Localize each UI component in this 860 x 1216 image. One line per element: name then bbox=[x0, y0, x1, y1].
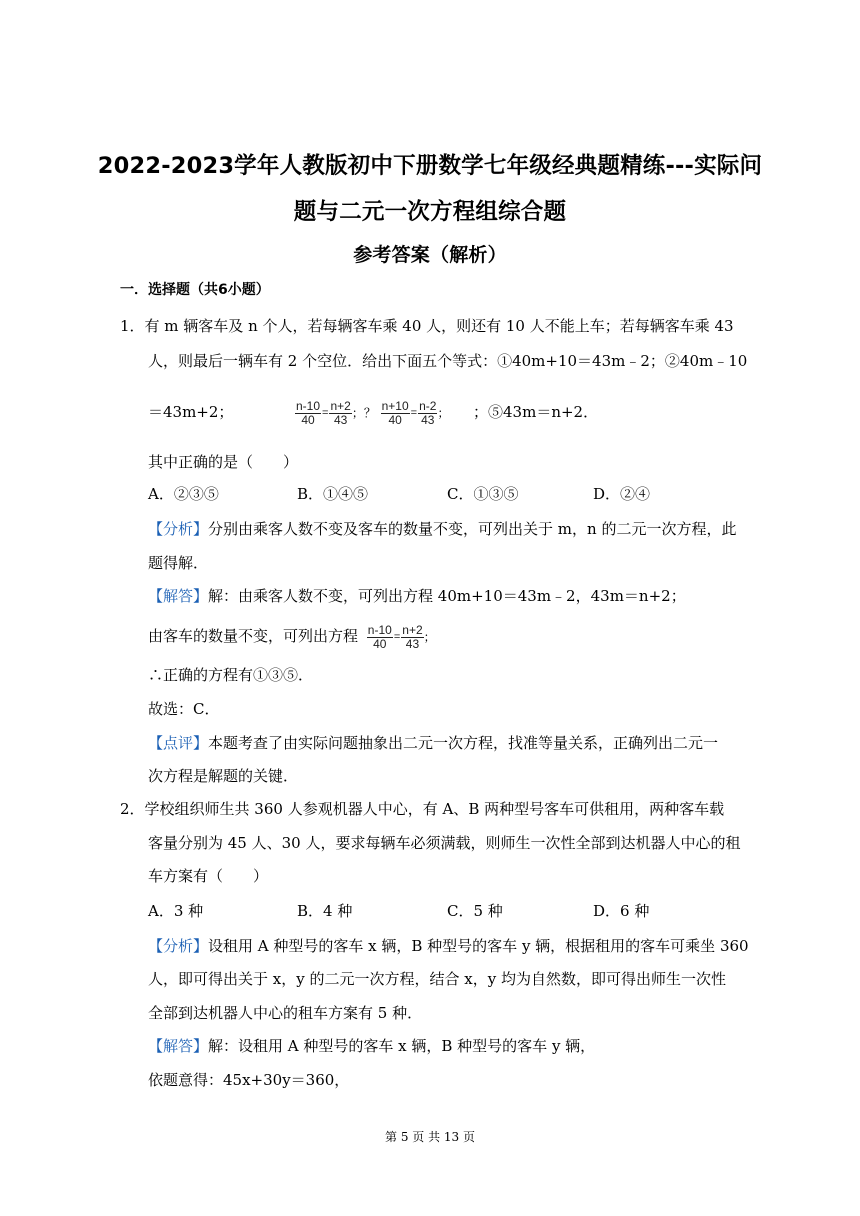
analysis-tag: 【分析】 bbox=[148, 520, 209, 538]
fraction-n-minus-10-over-40: $\frac{n-10}{40}$ bbox=[296, 398, 321, 427]
document-title-line-1: 2022-2023学年人教版初中下册数学七年级经典题精练---实际问 bbox=[97, 153, 763, 179]
q1-line3-start: ＝43m+2； bbox=[148, 403, 234, 421]
q1-choice: 故选：C． bbox=[148, 700, 220, 718]
q2-text-line-2: 客量分别为 45 人、30 人，要求每辆车必须满载，则师生一次性全部到达机器人中心的租 bbox=[148, 834, 741, 852]
document-title-line-2: 题与二元一次方程组综合题 bbox=[293, 199, 567, 225]
q2-option-c: C．5 种 bbox=[447, 902, 503, 920]
q1-analysis: 【分析】分别由乘客人数不变及客车的数量不变，可列出关于 m，n 的二元一次方程，此 bbox=[148, 520, 737, 538]
analysis-tag: 【分析】 bbox=[148, 937, 209, 955]
q1-separator-1: ；？ bbox=[351, 406, 376, 420]
q2-analysis: 【分析】设租用 A 种型号的客车 x 辆，B 种型号的客车 y 辆，根据租用的客车可乘坐 360 bbox=[148, 937, 749, 955]
q2-analysis-line-3: 全部到达机器人中心的租车方案有 5 种． bbox=[148, 1004, 423, 1022]
q1-question: 其中正确的是（ ） bbox=[148, 453, 299, 471]
page-footer: 第 5 页 共 13 页 bbox=[385, 1130, 475, 1144]
q1-option-c: C．①③⑤ bbox=[447, 485, 519, 503]
q1-option-a: A．②③⑤ bbox=[148, 485, 219, 503]
q1-answer-line-2: 由客车的数量不变，可列出方程 $\frac{n-10}{40}$ = $\frac{n+2}{43}$ ； bbox=[148, 622, 436, 651]
q1-analysis-line-2: 题得解． bbox=[148, 554, 209, 572]
q1-separator-2: ； bbox=[437, 406, 450, 420]
q2-answer: 【解答】解：设租用 A 种型号的客车 x 辆，B 种型号的客车 y 辆， bbox=[148, 1037, 596, 1055]
q2-option-d: D．6 种 bbox=[593, 902, 650, 920]
fraction-n-minus-2-over-43: $\frac{n-2}{43}$ bbox=[419, 398, 437, 427]
q1-answer: 【解答】解：由乘客人数不变，可列出方程 40m+10＝43m﹣2，43m＝n+2； bbox=[148, 587, 686, 605]
q1-comment: 【点评】本题考查了由实际问题抽象出二元一次方程，找准等量关系，正确列出二元一 bbox=[148, 734, 719, 752]
section-heading: 一．选择题（共6小题） bbox=[120, 282, 270, 298]
fraction-n-plus-10-over-40: $\frac{n+10}{40}$ bbox=[381, 398, 409, 427]
answer-tag: 【解答】 bbox=[148, 587, 209, 605]
q1-text-line-2: 人，则最后一辆车有 2 个空位．给出下面五个等式：①40m+10＝43m﹣2；②40m﹣10 bbox=[148, 352, 748, 370]
q2-answer-line-2: 依题意得：45x+30y＝360， bbox=[148, 1071, 350, 1089]
q2-analysis-line-2: 人，即可得出关于 x，y 的二元一次方程，结合 x，y 均为自然数，即可得出师生一次性 bbox=[148, 970, 726, 988]
q1-answer-line-3: ∴正确的方程有①③⑤． bbox=[148, 666, 314, 684]
q1-text-line-1: 1．有 m 辆客车及 n 个人，若每辆客车乘 40 人，则还有 10 人不能上车；若每辆客车乘 43 bbox=[120, 317, 734, 335]
q2-text-line-1: 2．学校组织师生共 360 人参观机器人中心，有 A、B 两种型号客车可供租用，两种客车载 bbox=[120, 800, 725, 818]
q1-option-d: D．②④ bbox=[593, 485, 651, 503]
q1-equations-line: ＝43m+2； $\frac{n-10}{40}$ = $\frac{n+2}{43}$ ；？ $\frac{n+10}{40}$ = $\frac{n-2}{43}$ ； ；⑤43m＝n+2． bbox=[148, 398, 599, 427]
q2-option-b: B．4 种 bbox=[297, 902, 353, 920]
q2-text-line-3: 车方案有（ ） bbox=[148, 867, 269, 885]
comment-tag: 【点评】 bbox=[148, 734, 209, 752]
document-subtitle: 参考答案（解析） bbox=[353, 244, 507, 266]
answer-tag: 【解答】 bbox=[148, 1037, 209, 1055]
q2-option-a: A．3 种 bbox=[148, 902, 204, 920]
q1-comment-line-2: 次方程是解题的关键． bbox=[148, 767, 299, 785]
q1-line3-end: ；⑤43m＝n+2． bbox=[473, 403, 599, 421]
fraction-n-plus-2-over-43-answer: $\frac{n+2}{43}$ bbox=[402, 622, 423, 651]
fraction-n-plus-2-over-43: $\frac{n+2}{43}$ bbox=[330, 398, 351, 427]
q1-option-b: B．①④⑤ bbox=[297, 485, 369, 503]
fraction-n-minus-10-over-40-answer: $\frac{n-10}{40}$ bbox=[367, 622, 392, 651]
